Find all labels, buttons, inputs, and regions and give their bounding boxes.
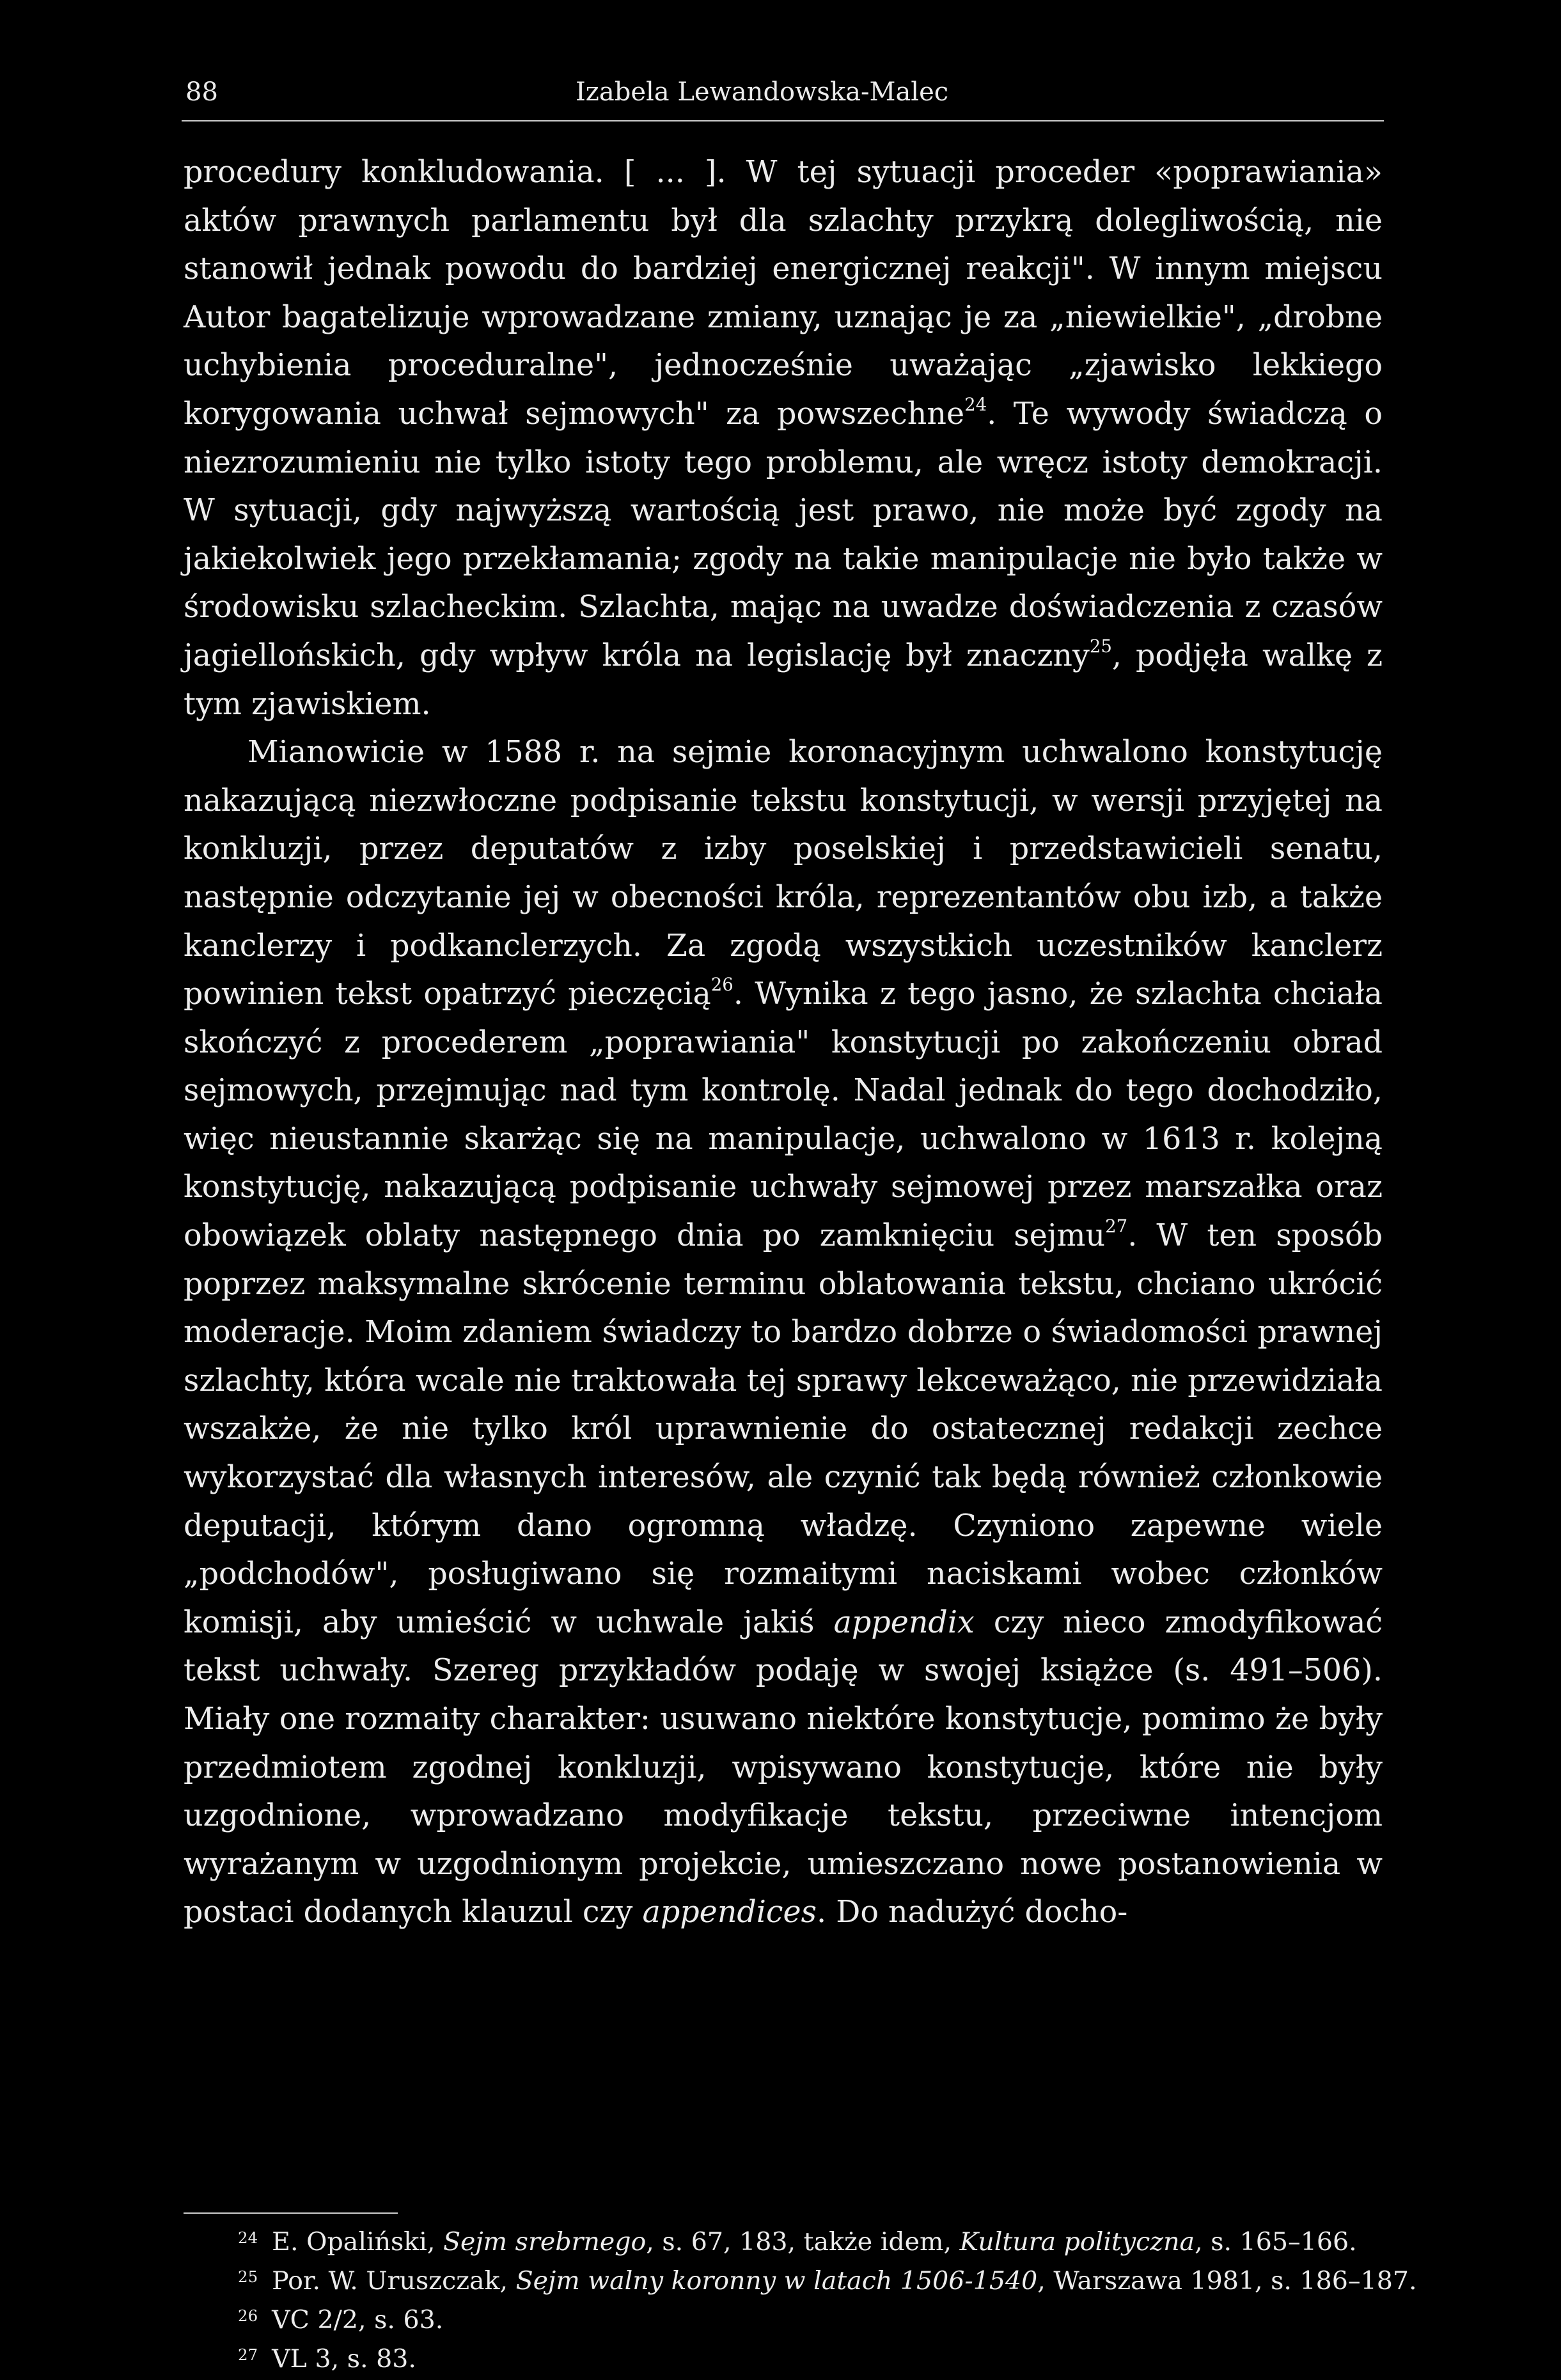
footnote-text: VC 2/2, s. 63. (272, 2305, 444, 2335)
paragraph (184, 728, 1383, 1937)
footnote-25 (238, 2263, 1417, 2302)
running-header (185, 69, 1400, 115)
footnote-text: , s. 67, 183, także idem, (646, 2227, 960, 2257)
footnote-ref-27: 27 (1105, 1216, 1128, 1237)
footnote-ref-25: 25 (1089, 636, 1112, 657)
footnote-text: VL 3, s. 83. (272, 2344, 416, 2374)
footnote-italic: Kultura polityczna (959, 2227, 1195, 2257)
main-text (184, 148, 1383, 1937)
text-run: . Do nadużyć docho- (817, 1895, 1128, 1930)
header-rule (182, 120, 1384, 121)
footnote-italic: Sejm srebrnego (443, 2227, 647, 2257)
footnote-ref-26: 26 (710, 975, 733, 996)
running-header-author: Izabela Lewandowska-Malec (576, 77, 949, 107)
paragraph (184, 148, 1383, 728)
footnote-text: , s. 165–166. (1195, 2227, 1357, 2257)
text-run: procedury konkludowania. [ ... ]. W tej sytuacji proceder «poprawiania» aktów prawnych parlamentu był dla szlachty przykrą dolegliwością, nie stanowił jednak powodu do bardziej energicznej reakcji". W innym miejscu Autor bagatelizuje wprowadzane zmiany, uznając je za „niewielkie", „drobne uchybienia proceduralne", jednocześnie uważając „zjawisko lekkiego korygowania uchwał sejmowych" za powszechne (184, 155, 1383, 432)
footnote-number: 25 (238, 2267, 258, 2286)
footnote-text: , Warszawa 1981, s. 186–187. (1037, 2266, 1417, 2296)
footnote-text: E. Opaliński, (272, 2227, 443, 2257)
footnote-number: 24 (238, 2228, 258, 2247)
footnote-italic: Sejm walny koronny w latach 1506-1540 (515, 2266, 1038, 2296)
text-run: , podjęła walkę z tym zjawiskiem. (184, 638, 1383, 722)
text-run: Mianowicie w 1588 r. na sejmie koronacyjnym uchwalono konstytucję nakazującą niezwłoczne podpisanie tekstu konstytucji, w wersji przyjętej na konkluzji, przez deputatów z izby poselskiej i przedstawicieli senatu, następnie odczytanie jej w obecności króla, reprezentantów obu izb, a także kanclerzy i podkanclerzych. Za zgodą wszystkich uczestników kanclerz powinien tekst opatrzyć pieczęcią (184, 735, 1383, 1012)
italic-term: appendix (833, 1604, 975, 1640)
text-run: . W ten sposób poprzez maksymalne skrócenie terminu oblatowania tekstu, chciano ukrócić moderacje. Moim zdaniem świadczy to bardzo dobrze o świadomości prawnej szlachty, która wcale nie traktowała tej sprawy lekceważąco, nie przewidziała wszakże, że nie tylko król uprawnienie do ostatecznej redakcji zechce wykorzystać dla własnych interesów, ale czynić tak będą również członkowie deputacji, którym dano ogromną władzę. Czyniono zapewne wiele „podchodów", posługiwano się rozmaitymi naciskami wobec członków komisji, aby umieścić w uchwale jakiś (184, 1218, 1383, 1640)
footnote-text: Por. W. Uruszczak, (272, 2266, 516, 2296)
page-number: 88 (185, 77, 218, 107)
text-run: . Te wywody świadczą o niezrozumieniu nie tylko istoty tego problemu, ale wręcz istoty demokracji. W sytuacji, gdy najwyższą wartością jest prawo, nie może być zgody na jakiekolwiek jego przekłamania; zgody na takie manipulacje nie było także w środowisku szlacheckim. Szlachta, mając na uwadze doświadczenia z czasów jagiellońskich, gdy wpływ króla na legislację był znaczny (184, 396, 1383, 673)
footnote-26 (238, 2302, 1389, 2341)
footnote-ref-24: 24 (964, 395, 987, 416)
italic-term: appendices (642, 1895, 817, 1930)
text-run: . Wynika z tego jasno, że szlachta chciała skończyć z procederem „poprawiania" konstytucji po zakończeniu obrad sejmowych, przejmując nad tym kontrolę. Nadal jednak do tego dochodziło, więc nieustannie skarżąc się na manipulacje, uchwalono w 1613 r. kolejną konstytucję, nakazującą podpisanie uchwały sejmowej przez marszałka oraz obowiązek oblaty następnego dnia po zamknięciu sejmu (184, 976, 1383, 1254)
footnote-27 (238, 2341, 1389, 2380)
footnote-number: 26 (238, 2306, 258, 2325)
footnotes (238, 2224, 1417, 2380)
text-run: czy nieco zmodyfikować tekst uchwały. Szereg przykładów podaję w swojej książce (s. 491–506). Miały one rozmaity charakter: usuwano niektóre konstytucje, pomimo że były przedmiotem zgodnej konkluzji, wpisywano konstytucje, które nie były uzgodnione, wprowadzano modyfikacje tekstu, przeciwne intencjom wyrażanym w uzgodnionym projekcie, umieszczano nowe postanowienia w postaci dodanych klauzul czy (184, 1604, 1383, 1930)
footnote-rule (184, 2212, 398, 2214)
footnote-number: 27 (238, 2345, 258, 2364)
footnote-24 (238, 2224, 1389, 2263)
